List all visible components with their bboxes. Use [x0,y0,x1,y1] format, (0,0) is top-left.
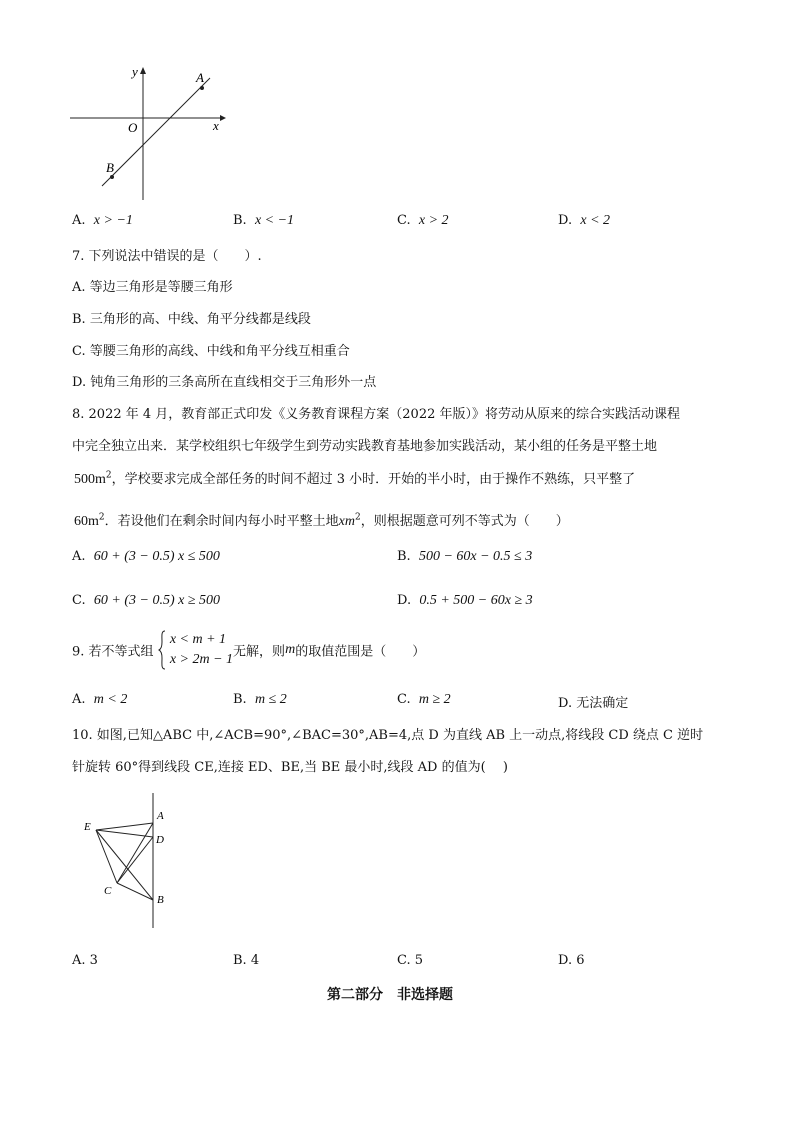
triangle-figure [80,790,180,930]
point-a-label: A [196,70,204,85]
q9-system [170,630,233,670]
q9-ineq-2: x > 2m − 1 [169,652,234,667]
q7-option-b[interactable]: B. 三角形的高、中线、角平分线都是线段 [72,312,311,327]
q7-option-d[interactable]: D. 钝角三角形的三条高所在直线相交于三角形外一点 [72,375,377,390]
segment-cb [117,883,153,900]
q10-option-d[interactable]: D. 6 [558,953,585,968]
q9-option-a[interactable]: A. m < 2 [72,692,128,707]
q8-var-x: xm [338,514,355,529]
point-b [110,175,114,179]
q6-option-c-expr: x > 2 [418,213,449,228]
q9-option-b-expr: m ≤ 2 [254,692,287,707]
point-b-label: B [106,160,114,175]
y-label: y [132,64,138,79]
q8-line-2: 中完全独立出来．某学校组织七年级学生到劳动实践教育基地参加实践活动，某小组的任务是平整土地 [72,439,658,454]
q10-line-1: 10. 如图,已知△ABC 中,∠ACB=90°,∠BAC=30°,AB=4,点 D 为直线 AB 上一动点,将线段 CD 绕点 C 逆时 [72,728,704,743]
q10-option-c[interactable]: C. 5 [397,953,424,968]
x-axis-arrow [220,115,226,121]
point-a [200,86,204,90]
q7-stem: 7. 下列说法中错误的是（ ）. [72,249,262,264]
section-title: 第二部分 非选择题 [327,987,453,1003]
q7-option-c[interactable]: C. 等腰三角形的高线、中线和角平分线互相重合 [72,344,350,359]
q8-option-a-expr: 60 + (3 − 0.5) x ≤ 500 [93,549,220,564]
q6-option-a-expr: x > −1 [93,213,133,228]
q8-option-d[interactable]: D. 0.5 + 500 − 60x ≥ 3 [397,593,533,608]
point-d-label: D [156,834,164,846]
q10-option-a[interactable]: A. 3 [72,953,98,968]
line-graph-figure [60,60,230,205]
q8-line-4: $60m^2$．若设他们在剩余时间内每小时平整土地$xm^2$，则根据题意可列不等式为（ ） [74,512,569,529]
q9-option-a-expr: m < 2 [93,692,128,707]
q8-area-60: 60m [74,514,99,529]
q9-ineq-1: x < m + 1 [169,632,227,647]
x-label: x [213,118,219,133]
point-a-label: A [157,810,164,822]
segment-ca [117,823,153,883]
q6-option-d[interactable]: D. x < 2 [558,213,611,228]
q6-option-c[interactable]: C. x > 2 [397,213,449,228]
q7-option-a[interactable]: A. 等边三角形是等腰三角形 [72,280,233,295]
q8-option-c-expr: 60 + (3 − 0.5) x ≥ 500 [93,593,221,608]
q8-option-b[interactable]: B. 500 − 60x − 0.5 ≤ 3 [397,549,533,564]
q8-option-a[interactable]: A. 60 + (3 − 0.5) x ≤ 500 [72,549,220,564]
q10-option-b[interactable]: B. 4 [233,953,260,968]
origin-label: O [128,120,138,135]
q9-stem: 9. 若不等式组 x < m + 1 x > 2m − 1无解，则m的取值范围是（ ） [72,630,425,670]
segment-ea [96,823,153,830]
q8-option-c[interactable]: C. 60 + (3 − 0.5) x ≥ 500 [72,593,221,608]
q6-option-b-expr: x < −1 [254,213,295,228]
q9-option-c[interactable]: C. m ≥ 2 [397,692,451,707]
q6-option-b[interactable]: B. x < −1 [233,213,295,228]
q10-line-2: 针旋转 60°得到线段 CE,连接 ED、BE,当 BE 最小时,线段 AD 的值为( ) [72,760,508,775]
q8-option-b-expr: 500 − 60x − 0.5 ≤ 3 [418,549,533,564]
q6-option-d-expr: x < 2 [580,213,611,228]
y-axis-arrow [140,67,146,74]
q9-option-d[interactable]: D. 无法确定 [558,696,629,711]
q8-option-d-expr: 0.5 + 500 − 60x ≥ 3 [419,593,533,608]
segment-ec [96,830,117,883]
q6-option-a[interactable]: A. x > −1 [72,213,133,228]
line-ab [102,78,210,186]
q9-option-c-expr: m ≥ 2 [418,692,451,707]
segment-cd [117,837,153,883]
q9-option-b[interactable]: B. m ≤ 2 [233,692,287,707]
q9-brace [158,630,166,670]
point-c-label: C [104,885,112,897]
q8-line-3: $500m^2$，学校要求完成全部任务的时间不超过 3 小时．开始的半小时，由于操作不熟练，只平整了 [74,470,636,487]
q8-line-1: 8. 2022 年 4 月，教育部正式印发《义务教育课程方案（2022 年版）》将劳动从原来的综合实践活动课程 [72,407,681,422]
q8-area-500: 500m [74,472,106,487]
segment-ed [96,830,153,837]
point-e-label: E [84,821,91,833]
point-b-label: B [157,894,164,906]
